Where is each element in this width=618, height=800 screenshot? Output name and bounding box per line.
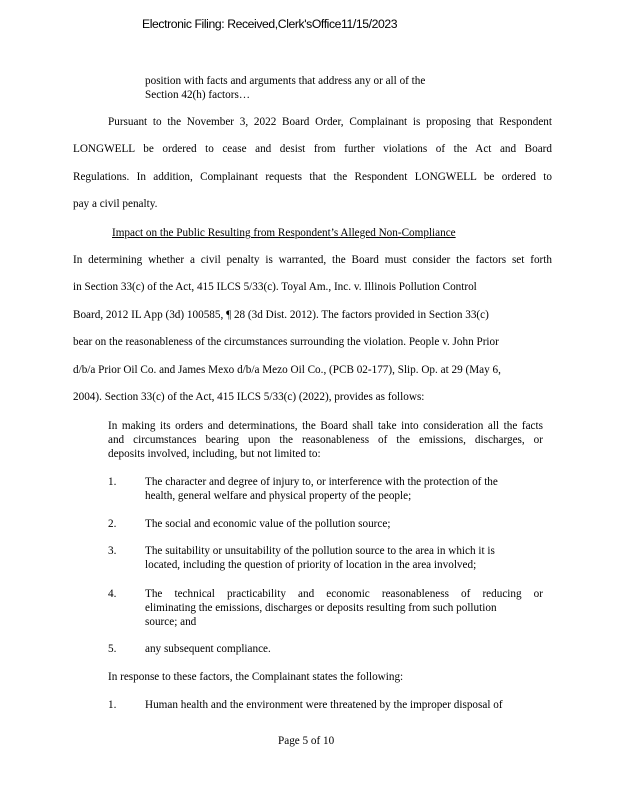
- quote-line: deposits involved, including, but not limited to:: [108, 448, 321, 460]
- list-item-line: located, including the question of priority of location in the area involved;: [145, 559, 477, 571]
- quote-line: and circumstances bearing upon the reasonableness of the emissions, discharges, or: [108, 434, 543, 446]
- list-number: 3.: [108, 545, 117, 557]
- list-item-line: The social and economic value of the pollution source;: [145, 518, 391, 530]
- list-item-line: eliminating the emissions, discharges or deposits resulting from such pollution: [145, 602, 497, 614]
- list-item-line: The suitability or unsuitability of the pollution source to the area in which it is: [145, 545, 495, 557]
- paragraph-line: pay a civil penalty.: [73, 198, 158, 210]
- list-item-line: The character and degree of injury to, or interference with the protection of the: [145, 476, 498, 488]
- paragraph-line: bear on the reasonableness of the circumstances surrounding the violation. People v. John Prior: [73, 336, 499, 348]
- quote-line: In making its orders and determinations, the Board shall take into consideration all the facts: [108, 420, 543, 432]
- paragraph-line: Regulations. In addition, Complainant requests that the Respondent LONGWELL be ordered to: [73, 171, 552, 183]
- list-number: 1.: [108, 699, 117, 711]
- paragraph-line: d/b/a Prior Oil Co. and James Mexo d/b/a Mezo Oil Co., (PCB 02-177), Slip. Op. at 29 (May 6,: [73, 364, 501, 376]
- quote-line: position with facts and arguments that address any or all of the: [145, 75, 426, 87]
- quote-line: Section 42(h) factors…: [145, 89, 251, 101]
- filing-header: Electronic Filing: Received,Clerk'sOffice11/15/2023: [142, 17, 398, 31]
- list-item-line: any subsequent compliance.: [145, 643, 271, 655]
- list-item-line: Human health and the environment were threatened by the improper disposal of: [145, 699, 503, 711]
- list-number: 1.: [108, 476, 117, 488]
- section-heading: Impact on the Public Resulting from Respondent’s Alleged Non-Compliance: [112, 227, 456, 239]
- paragraph-line: LONGWELL be ordered to cease and desist from further violations of the Act and Board: [73, 143, 552, 155]
- paragraph-line: Board, 2012 IL App (3d) 100585, ¶ 28 (3d Dist. 2012). The factors provided in Section 33(c): [73, 309, 489, 321]
- paragraph-line: In determining whether a civil penalty is warranted, the Board must consider the factors set forth: [73, 254, 552, 266]
- response-intro: In response to these factors, the Complainant states the following:: [108, 671, 404, 683]
- paragraph-line: in Section 33(c) of the Act, 415 ILCS 5/33(c). Toyal Am., Inc. v. Illinois Pollution Control: [73, 281, 477, 293]
- paragraph-line: Pursuant to the November 3, 2022 Board Order, Complainant is proposing that Respondent: [108, 116, 552, 128]
- paragraph-line: 2004). Section 33(c) of the Act, 415 ILCS 5/33(c) (2022), provides as follows:: [73, 391, 425, 403]
- page-number: Page 5 of 10: [278, 735, 335, 747]
- list-item-line: The technical practicability and economic reasonableness of reducing or: [145, 588, 543, 600]
- list-number: 2.: [108, 518, 117, 530]
- list-number: 5.: [108, 643, 117, 655]
- list-item-line: source; and: [145, 616, 197, 628]
- list-number: 4.: [108, 588, 117, 600]
- list-item-line: health, general welfare and physical property of the people;: [145, 490, 412, 502]
